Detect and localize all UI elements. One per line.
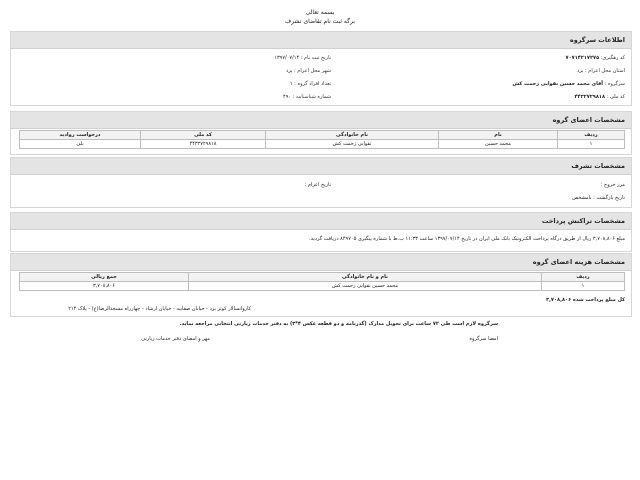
departure-date-label: تاریخ اعزام :	[304, 182, 331, 188]
registration-date-value: ۱۳۹۷/۰۷/۱۴	[274, 55, 300, 61]
id-number-row	[283, 94, 331, 100]
costs-col-fullname: نام و نام خانوادگی	[189, 273, 542, 282]
document-delivery-notice: سرگروه لازم است طی ۷۲ ساعت برای تحویل مدارک (گذرنامه و دو قطعه عکس ۴*۳) به دفتر خدمات زیارتی انتخابی مراجعه نماید.	[179, 321, 498, 327]
trip-section	[10, 157, 632, 208]
members-col-row: ردیف	[558, 131, 625, 140]
group-count-value: ۱	[289, 81, 293, 87]
national-id-value: ۴۴۳۲۷۲۹۸۱۸	[574, 94, 606, 100]
pilgrim-info-section	[10, 31, 632, 106]
costs-col-total: جمع ریالی	[20, 273, 189, 282]
office-signature-label: مهر و امضای دفتر خدمات زیارتی	[141, 336, 210, 342]
national-id-row	[575, 94, 626, 100]
table-row	[20, 140, 625, 149]
members-col-lastname: نام خانوادگی	[266, 131, 439, 140]
form-subtitle: برگه ثبت نام تقاضای تشرف	[285, 18, 355, 25]
section-title-trip: مشخصات تشرف	[11, 158, 631, 175]
members-col-firstname: نام	[439, 131, 558, 140]
payment-description: مبلغ ۳,۷۰۸,۸۰۶ ریال از طریق درگاه پرداخت الکترونیک بانک ملی ایران در تاریخ ۱۳۹۷/۰۷/۱۴ ساعت ۱۱:۳۳ ب.ظ با شماره پیگیری ۸۴۹۷۰۵ دریافت گردید.	[309, 236, 625, 242]
city-label: شهر محل اعزام :	[293, 68, 331, 74]
group-leader-label: سرگروه :	[604, 81, 625, 87]
costs-cell-fullname: محمد حسین تقوایی زحمت کش	[189, 282, 542, 291]
members-section	[10, 111, 632, 155]
members-col-national-id: کد ملی	[141, 131, 266, 140]
section-title-payment: مشخصات تراکنش پرداخت	[11, 213, 631, 230]
costs-table	[19, 272, 625, 291]
city-value: یزد	[286, 68, 293, 74]
costs-cell-total: ۳,۷۰۸,۸۰۶	[20, 282, 189, 291]
members-cell-row: ۱	[558, 140, 625, 149]
group-leader-value: آقای محمد حسین تقوایی زحمت کش	[512, 81, 603, 87]
group-count-row	[290, 81, 331, 87]
tracking-code-label: کد رهگیری:	[600, 55, 625, 61]
group-count-label: تعداد افراد گروه :	[294, 81, 331, 87]
payment-section	[10, 212, 632, 252]
total-paid-text: کل مبلغ پرداخت شده ۳,۷۰۸,۸۰۶	[545, 297, 625, 303]
province-row	[577, 68, 625, 74]
members-cell-visa: بلی	[20, 140, 141, 149]
costs-col-row: ردیف	[542, 273, 625, 282]
office-address: کاروانسالار کوثر یزد - خیابان صفاییه - خیابان ارشاد - چهارراه مسجدالرضا(ع) - پلاک ۲۱۴	[68, 306, 251, 312]
members-table-header	[20, 131, 625, 140]
costs-section	[10, 253, 632, 317]
costs-cell-row: ۱	[542, 282, 625, 291]
group-leader-row	[512, 81, 625, 87]
table-row	[20, 282, 625, 291]
city-row	[286, 68, 331, 74]
province-value: یزد	[576, 68, 584, 74]
leader-signature-label: امضا سرگروه	[469, 336, 498, 342]
members-table	[19, 130, 625, 149]
registration-date-row	[274, 55, 331, 61]
id-number-value: ۴۹۰	[283, 94, 292, 100]
border-exit-label: مرز خروج :	[600, 182, 625, 188]
costs-table-header	[20, 273, 625, 282]
registration-date-label: تاریخ ثبت نام :	[300, 55, 331, 61]
tracking-code-value: ۷۰۷۱۴۲۱۷۲۷۵	[565, 55, 600, 61]
province-label: استان محل اعزام :	[584, 68, 625, 74]
section-title-costs: مشخصات هزینه اعضای گروه	[11, 254, 631, 271]
section-title-members: مشخصات اعضای گروه	[11, 112, 631, 129]
bismillah-header: بسمه تعالی	[305, 9, 335, 16]
section-title-pilgrim-info: اطلاعات سرگروه	[11, 32, 631, 49]
members-cell-national-id: ۴۴۳۲۷۲۹۸۱۸	[141, 140, 266, 149]
return-date-label: تاریخ بازگشت : نامشخص	[572, 195, 625, 201]
id-number-label: شماره شناسنامه :	[292, 94, 331, 100]
members-cell-lastname: تقوایی زحمت کش	[266, 140, 439, 149]
national-id-label: کد ملی :	[606, 94, 625, 100]
members-cell-firstname: محمد حسین	[439, 140, 558, 149]
members-col-visa: درخواست رواديد	[20, 131, 141, 140]
tracking-code-row	[566, 55, 625, 61]
